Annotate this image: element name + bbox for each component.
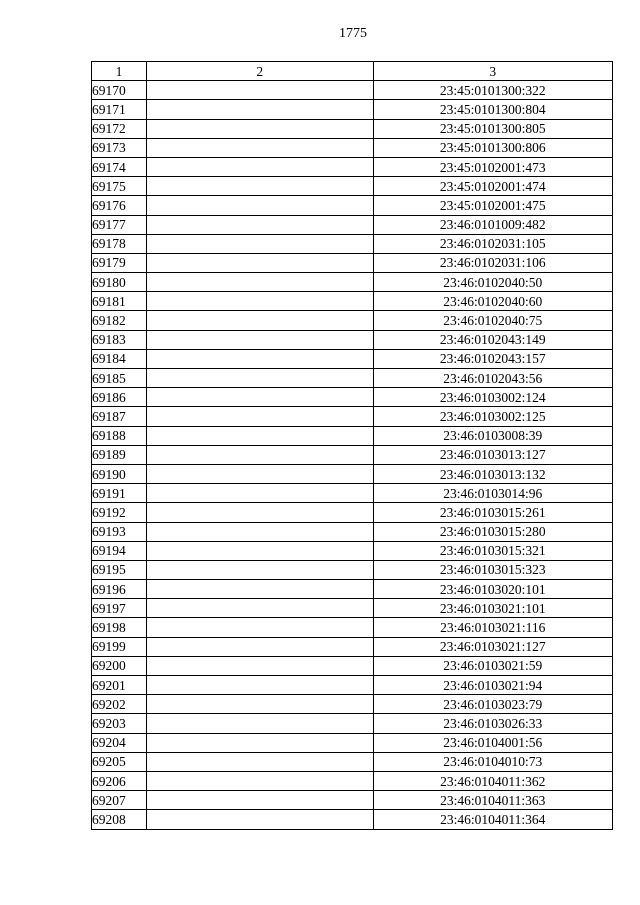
cadastral-number-cell: 23:46:0103013:127: [373, 445, 612, 464]
table-row: [92, 580, 613, 599]
empty-cell: [147, 407, 373, 426]
empty-cell: [147, 503, 373, 522]
cadastral-number-cell: 23:45:0101300:322: [373, 81, 612, 100]
cadastral-number-cell: 23:46:0103015:261: [373, 503, 612, 522]
table-body: [92, 81, 613, 829]
table-row: [92, 349, 613, 368]
row-number-cell: 69188: [92, 426, 147, 445]
cadastral-number-cell: 23:45:0102001:473: [373, 157, 612, 176]
row-number-cell: 69185: [92, 369, 147, 388]
cadastral-number-cell: 23:46:0104011:363: [373, 791, 612, 810]
cadastral-number-cell: 23:46:0103015:280: [373, 522, 612, 541]
table-row: [92, 560, 613, 579]
row-number-cell: 69183: [92, 330, 147, 349]
empty-cell: [147, 618, 373, 637]
cadastral-number-cell: 23:45:0102001:475: [373, 196, 612, 215]
empty-cell: [147, 464, 373, 483]
row-number-cell: 69204: [92, 733, 147, 752]
table-row: [92, 752, 613, 771]
table-row: [92, 138, 613, 157]
table-row: [92, 177, 613, 196]
row-number-cell: 69194: [92, 541, 147, 560]
cadastral-number-cell: 23:45:0102001:474: [373, 177, 612, 196]
row-number-cell: 69182: [92, 311, 147, 330]
empty-cell: [147, 752, 373, 771]
row-number-cell: 69190: [92, 464, 147, 483]
table-row: [92, 311, 613, 330]
table-row: [92, 81, 613, 100]
row-number-cell: 69200: [92, 656, 147, 675]
table-row: [92, 157, 613, 176]
cadastral-number-cell: 23:46:0104001:56: [373, 733, 612, 752]
registry-table: [91, 61, 613, 830]
column-header-2: 2: [147, 62, 373, 81]
row-number-cell: 69199: [92, 637, 147, 656]
cadastral-number-cell: 23:46:0103021:127: [373, 637, 612, 656]
row-number-cell: 69180: [92, 273, 147, 292]
cadastral-number-cell: 23:46:0103026:33: [373, 714, 612, 733]
empty-cell: [147, 81, 373, 100]
row-number-cell: 69184: [92, 349, 147, 368]
empty-cell: [147, 733, 373, 752]
table-row: [92, 234, 613, 253]
row-number-cell: 69203: [92, 714, 147, 733]
cadastral-number-cell: 23:45:0101300:805: [373, 119, 612, 138]
row-number-cell: 69207: [92, 791, 147, 810]
cadastral-number-cell: 23:46:0102043:56: [373, 369, 612, 388]
row-number-cell: 69178: [92, 234, 147, 253]
row-number-cell: 69208: [92, 810, 147, 829]
table-row: [92, 618, 613, 637]
empty-cell: [147, 426, 373, 445]
empty-cell: [147, 292, 373, 311]
empty-cell: [147, 541, 373, 560]
empty-cell: [147, 157, 373, 176]
row-number-cell: 69171: [92, 100, 147, 119]
cadastral-number-cell: 23:46:0103021:59: [373, 656, 612, 675]
cadastral-number-cell: 23:46:0103015:323: [373, 560, 612, 579]
table-row: [92, 273, 613, 292]
empty-cell: [147, 656, 373, 675]
cadastral-number-cell: 23:46:0103020:101: [373, 580, 612, 599]
table-row: [92, 426, 613, 445]
empty-cell: [147, 369, 373, 388]
empty-cell: [147, 791, 373, 810]
cadastral-number-cell: 23:46:0104010:73: [373, 752, 612, 771]
table-row: [92, 522, 613, 541]
row-number-cell: 69179: [92, 253, 147, 272]
row-number-cell: 69187: [92, 407, 147, 426]
row-number-cell: 69175: [92, 177, 147, 196]
cadastral-number-cell: 23:46:0103021:101: [373, 599, 612, 618]
table-row: [92, 119, 613, 138]
table-row: [92, 791, 613, 810]
row-number-cell: 69206: [92, 771, 147, 790]
empty-cell: [147, 196, 373, 215]
row-number-cell: 69192: [92, 503, 147, 522]
cadastral-number-cell: 23:46:0102031:106: [373, 253, 612, 272]
empty-cell: [147, 100, 373, 119]
table-row: [92, 215, 613, 234]
table-row: [92, 541, 613, 560]
empty-cell: [147, 676, 373, 695]
cadastral-number-cell: 23:46:0104011:362: [373, 771, 612, 790]
empty-cell: [147, 388, 373, 407]
cadastral-number-cell: 23:46:0102040:75: [373, 311, 612, 330]
row-number-cell: 69176: [92, 196, 147, 215]
table-row: [92, 330, 613, 349]
row-number-cell: 69195: [92, 560, 147, 579]
table-row: [92, 445, 613, 464]
row-number-cell: 69189: [92, 445, 147, 464]
cadastral-number-cell: 23:46:0102031:105: [373, 234, 612, 253]
cadastral-number-cell: 23:46:0103021:94: [373, 676, 612, 695]
cadastral-number-cell: 23:45:0101300:804: [373, 100, 612, 119]
table-row: [92, 810, 613, 829]
empty-cell: [147, 810, 373, 829]
table-row: [92, 100, 613, 119]
row-number-cell: 69198: [92, 618, 147, 637]
empty-cell: [147, 311, 373, 330]
row-number-cell: 69191: [92, 484, 147, 503]
table-row: [92, 599, 613, 618]
empty-cell: [147, 445, 373, 464]
cadastral-number-cell: 23:46:0103021:116: [373, 618, 612, 637]
table-row: [92, 733, 613, 752]
empty-cell: [147, 714, 373, 733]
empty-cell: [147, 138, 373, 157]
cadastral-number-cell: 23:46:0102043:149: [373, 330, 612, 349]
empty-cell: [147, 349, 373, 368]
cadastral-number-cell: 23:46:0101009:482: [373, 215, 612, 234]
table-row: [92, 637, 613, 656]
cadastral-number-cell: 23:46:0103014:96: [373, 484, 612, 503]
table-row: [92, 292, 613, 311]
cadastral-number-cell: 23:46:0103023:79: [373, 695, 612, 714]
table-row: [92, 714, 613, 733]
row-number-cell: 69197: [92, 599, 147, 618]
table-row: [92, 503, 613, 522]
row-number-cell: 69196: [92, 580, 147, 599]
cadastral-number-cell: 23:46:0104011:364: [373, 810, 612, 829]
column-header-3: 3: [373, 62, 612, 81]
row-number-cell: 69193: [92, 522, 147, 541]
table-header: [92, 62, 613, 81]
table-row: [92, 484, 613, 503]
header-row: [92, 62, 613, 81]
row-number-cell: 69170: [92, 81, 147, 100]
empty-cell: [147, 253, 373, 272]
empty-cell: [147, 215, 373, 234]
table-row: [92, 388, 613, 407]
table-row: [92, 656, 613, 675]
row-number-cell: 69173: [92, 138, 147, 157]
empty-cell: [147, 771, 373, 790]
cadastral-number-cell: 23:46:0103008:39: [373, 426, 612, 445]
row-number-cell: 69202: [92, 695, 147, 714]
cadastral-number-cell: 23:46:0103002:125: [373, 407, 612, 426]
empty-cell: [147, 234, 373, 253]
cadastral-number-cell: 23:46:0103002:124: [373, 388, 612, 407]
empty-cell: [147, 330, 373, 349]
empty-cell: [147, 599, 373, 618]
cadastral-number-cell: 23:46:0102040:60: [373, 292, 612, 311]
empty-cell: [147, 637, 373, 656]
empty-cell: [147, 522, 373, 541]
column-header-1: 1: [92, 62, 147, 81]
table-row: [92, 676, 613, 695]
empty-cell: [147, 560, 373, 579]
cadastral-number-cell: 23:46:0103013:132: [373, 464, 612, 483]
table-row: [92, 253, 613, 272]
empty-cell: [147, 580, 373, 599]
cadastral-number-cell: 23:46:0103015:321: [373, 541, 612, 560]
table-row: [92, 407, 613, 426]
table-row: [92, 464, 613, 483]
empty-cell: [147, 484, 373, 503]
row-number-cell: 69205: [92, 752, 147, 771]
table-row: [92, 771, 613, 790]
row-number-cell: 69174: [92, 157, 147, 176]
empty-cell: [147, 273, 373, 292]
cadastral-number-cell: 23:45:0101300:806: [373, 138, 612, 157]
empty-cell: [147, 695, 373, 714]
cadastral-number-cell: 23:46:0102040:50: [373, 273, 612, 292]
row-number-cell: 69181: [92, 292, 147, 311]
table-row: [92, 196, 613, 215]
table-row: [92, 369, 613, 388]
row-number-cell: 69186: [92, 388, 147, 407]
cadastral-number-cell: 23:46:0102043:157: [373, 349, 612, 368]
page-number: 1775: [339, 26, 367, 41]
table-row: [92, 695, 613, 714]
empty-cell: [147, 177, 373, 196]
empty-cell: [147, 119, 373, 138]
row-number-cell: 69177: [92, 215, 147, 234]
row-number-cell: 69201: [92, 676, 147, 695]
row-number-cell: 69172: [92, 119, 147, 138]
